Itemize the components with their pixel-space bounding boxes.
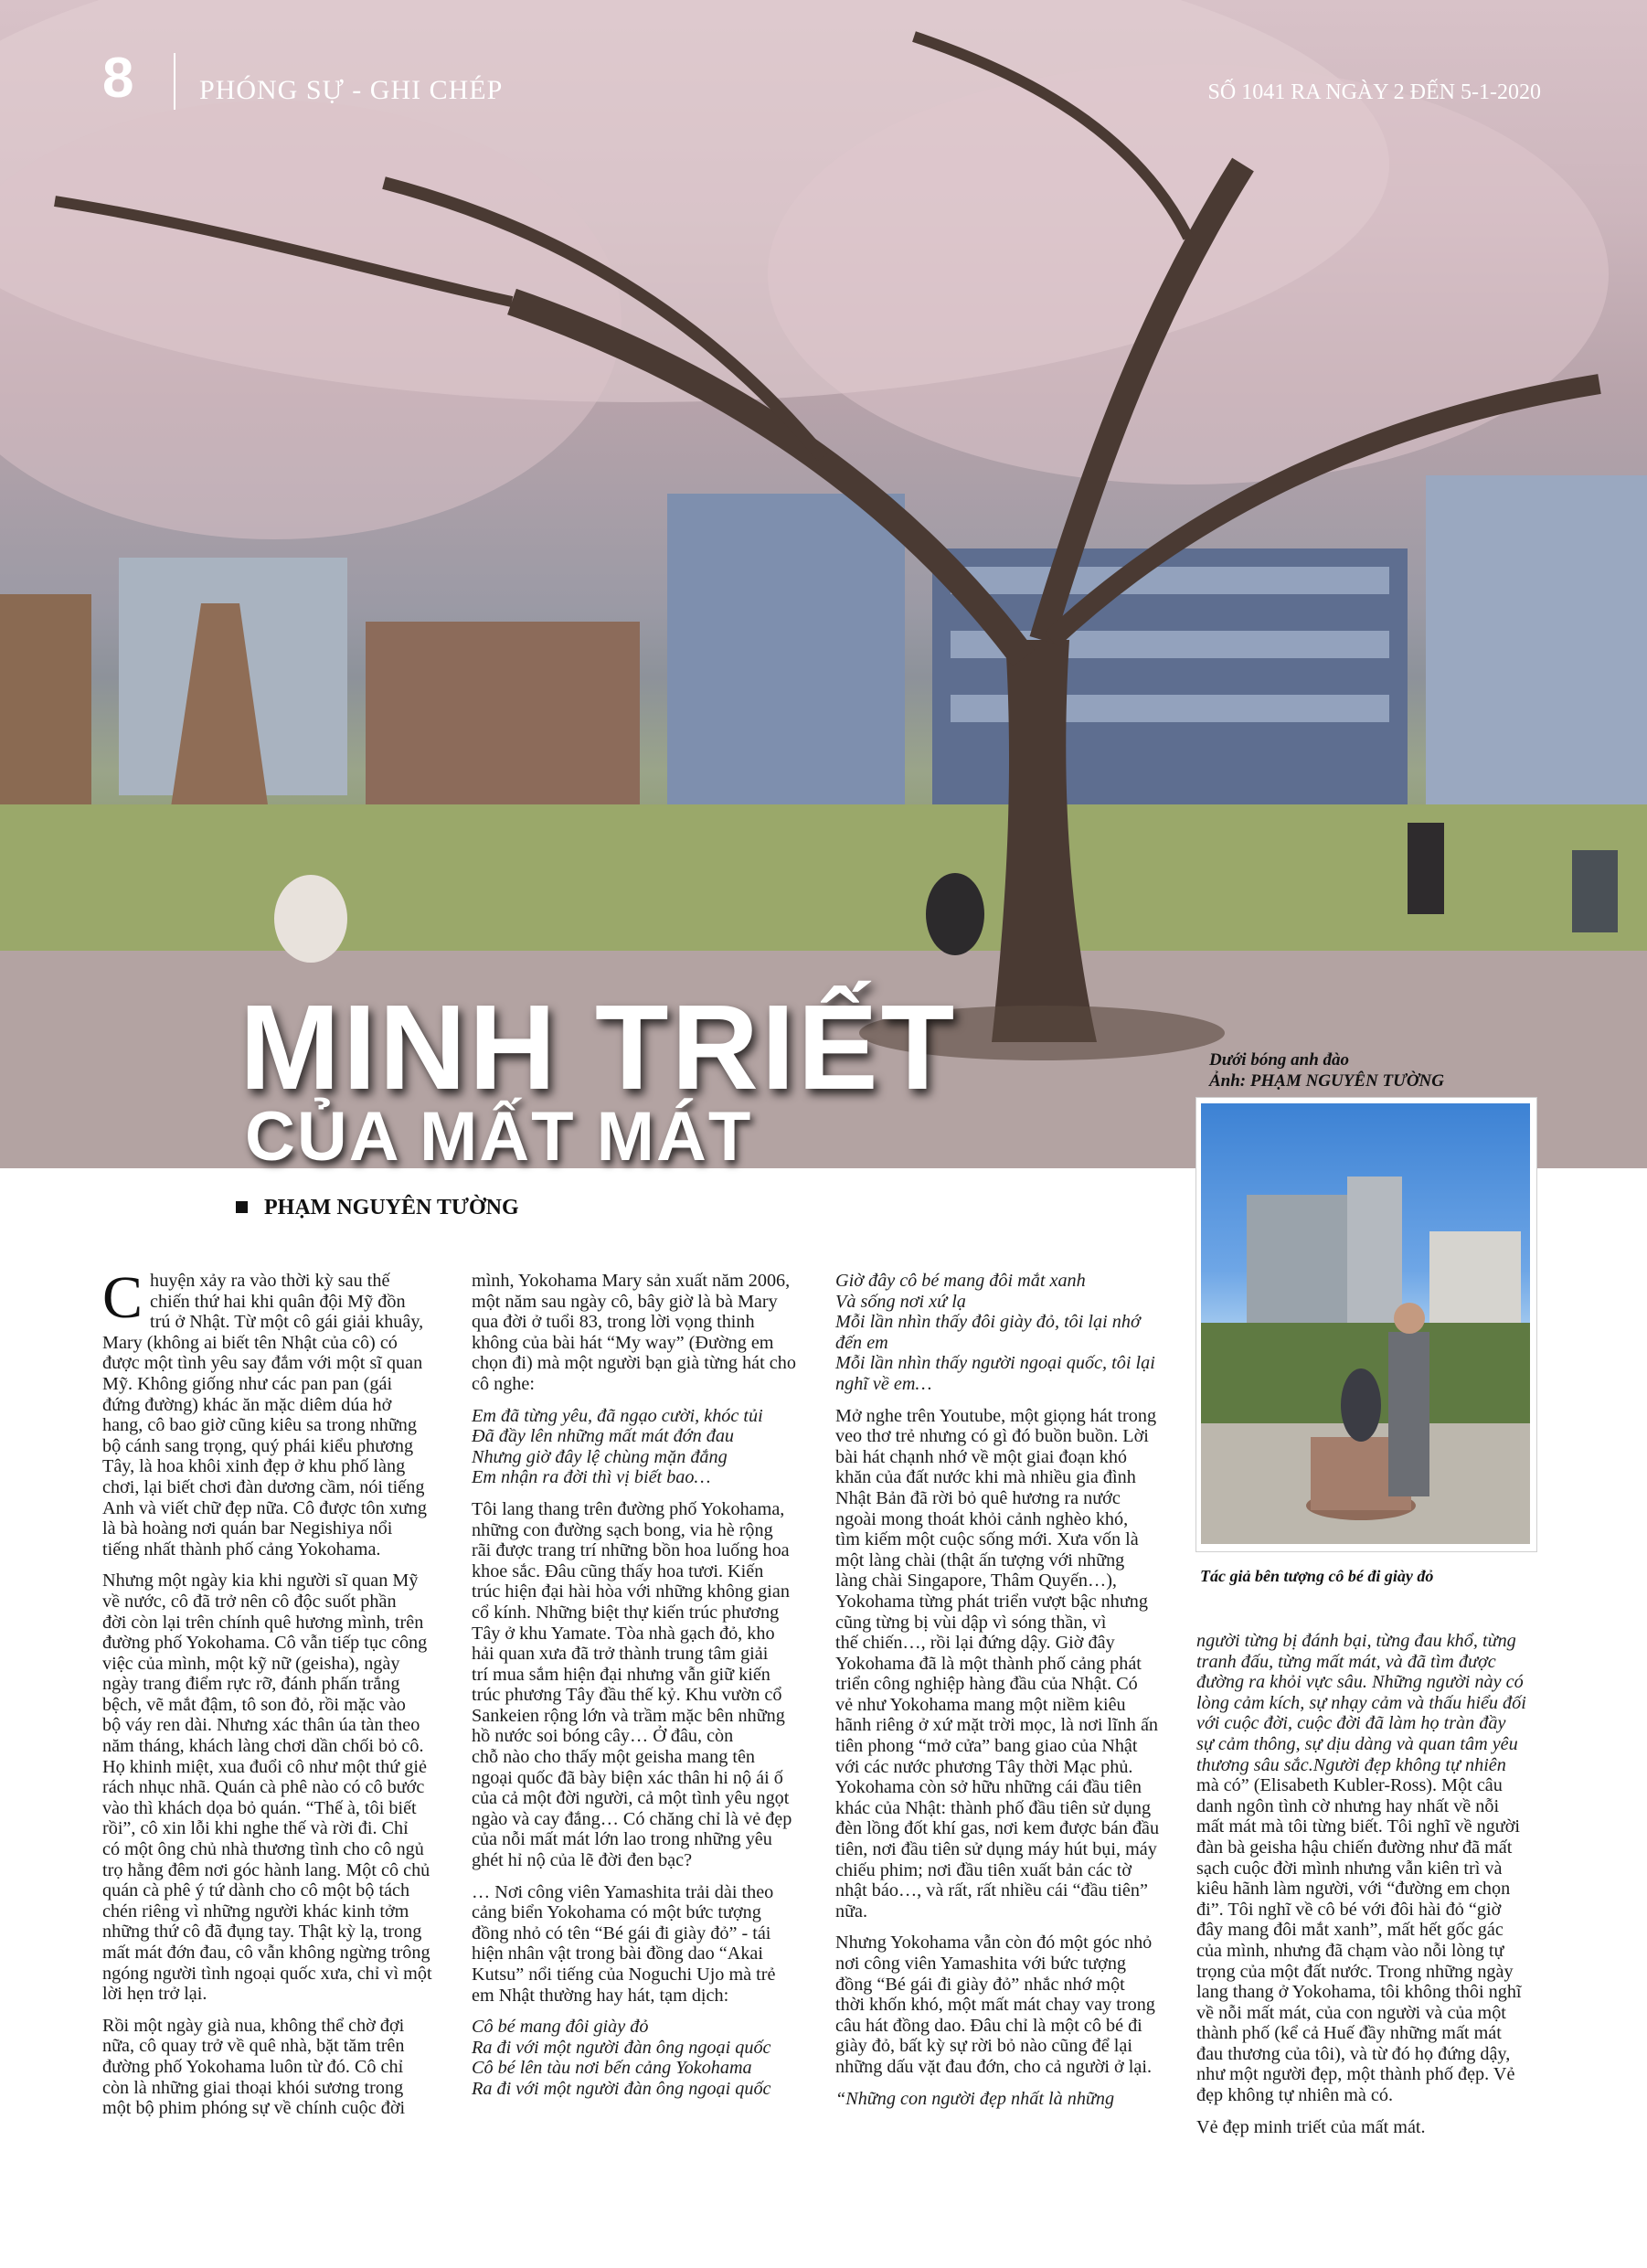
text-line: của cả một đời người, cả một tình yêu ngọt bbox=[472, 1788, 790, 1809]
text-line: vào thì khách dọa bỏ quán. “Thế à, tôi biết bbox=[102, 1797, 417, 1818]
text-line: tiên, nơi đầu tiên sử dụng máy hút bụi, máy bbox=[835, 1839, 1157, 1860]
poem-line: đến em bbox=[835, 1332, 888, 1353]
text-line: chiếu phim; nơi đầu tiên xuất bản các tờ bbox=[835, 1859, 1132, 1880]
text-line: đi”. Tôi nghĩ về cô bé với đôi hài đỏ “giờ bbox=[1196, 1899, 1502, 1920]
text-line: câu hát đồng dao. Đâu chỉ là một cô bé đi bbox=[835, 2015, 1142, 2036]
text-line: mất mát đớn đau, cô vẫn không ngừng trông bbox=[102, 1943, 430, 1963]
text-line: những con đường sạch bong, via hè rộng bbox=[472, 1519, 773, 1540]
text-line: thế chiến…, rồi lại đứng dậy. Giờ đây bbox=[835, 1633, 1115, 1654]
text-line: tiếng nhất thành phố cảng Yokohama. bbox=[102, 1539, 381, 1560]
text-line: thành phố (kể cả Huế đầy những mất mát bbox=[1196, 2023, 1502, 2044]
text-line: ngóng người tình ngoại quốc xưa, chỉ vì một bbox=[102, 1963, 432, 1984]
poem-line: Cô bé mang đôi giày đỏ bbox=[472, 2017, 649, 2038]
text-line: Tôi lang thang trên đường phố Yokohama, bbox=[472, 1498, 785, 1519]
text-line: rồi”, cô xin lỗi khi nghe thế và rời đi. Chỉ bbox=[102, 1818, 409, 1839]
text-line: tìm kiếm một cuộc sống mới. Xưa vốn là bbox=[835, 1529, 1139, 1550]
text-line: đèn lồng đốt khí gas, nơi kem được bán đầu bbox=[835, 1818, 1160, 1839]
text-line: khăn của đất nước khi mà nhiều gia đình bbox=[835, 1467, 1136, 1488]
text-line: Tây, là hoa khôi xinh đẹp ở khu phố làng bbox=[102, 1456, 406, 1477]
text-line: lang thang ở Yokohama, tôi không thôi nghĩ bbox=[1196, 1982, 1522, 2003]
text-line: chén riêng vì những người khác kinh tởm bbox=[102, 1901, 409, 1922]
text-line: trọng của một đất nước. Trong những ngày bbox=[1196, 1961, 1514, 1982]
text-line: khác của Nhật: thành phố đầu tiên sử dụng bbox=[835, 1797, 1152, 1818]
poem-line: Giờ đây cô bé mang đôi mắt xanh bbox=[835, 1271, 1086, 1291]
text-line: cũng từng bị vùi dập vì sóng thần, vì bbox=[835, 1612, 1107, 1633]
header-divider bbox=[174, 53, 175, 110]
poem-line: nghĩ về em… bbox=[835, 1373, 932, 1394]
text-line: năm tháng, khách làng chơi dần chối bỏ cô. bbox=[102, 1736, 424, 1757]
text-line: làng chài Singapore, Thâm Quyến…), bbox=[835, 1571, 1117, 1592]
paragraph bbox=[472, 1882, 804, 2007]
text-line: đồng “Bé gái đi giày đỏ” nhắc nhớ một bbox=[835, 1974, 1125, 1995]
text-line: đau thương của tôi), và từ đó họ đứng dậy, bbox=[1196, 2043, 1511, 2064]
text-line: lời hẹn trở lại. bbox=[102, 1984, 207, 2005]
text-line: qua đời ở tuổi 83, trong lời vọng thinh bbox=[472, 1312, 755, 1333]
text-line: triển công nghiệp hàng đầu của Nhật. Có bbox=[835, 1674, 1138, 1695]
poem-verse bbox=[835, 1271, 1174, 1395]
text-line: bệch, vẽ mắt đậm, tô son đỏ, rồi mặc vào bbox=[102, 1694, 406, 1715]
text-line: mà có” (Elisabeth Kubler-Ross). Một câu bbox=[1196, 1775, 1503, 1796]
paragraph bbox=[102, 2016, 444, 2119]
column-3 bbox=[835, 1271, 1174, 2120]
text-line: đây mang đôi mắt xanh”, mất hết gốc gác bbox=[1196, 1920, 1504, 1941]
text-line: hiện nhân vật trong bài đồng dao “Akai bbox=[472, 1943, 763, 1965]
text-line: Kutsu” nổi tiếng của Noguchi Ujo mà trẻ bbox=[472, 1965, 776, 1985]
text-line: em Nhật thường hay hát, tạm dịch: bbox=[472, 1985, 729, 2006]
issue-info: SỐ 1041 RA NGÀY 2 ĐẾN 5-1-2020 bbox=[1207, 80, 1541, 104]
text-line: với cuộc đời, cuộc đời đã làm họ tràn đầy bbox=[1196, 1713, 1506, 1734]
text-line: thương sâu sắc.Người đẹp không tự nhiên bbox=[1196, 1754, 1506, 1775]
poem-verse bbox=[472, 2017, 804, 2099]
text-line: ngoại quốc đã bày biện xác thân hi nộ ái ố bbox=[472, 1767, 783, 1788]
text-line: Yokohama đã là một thành phố cảng phát bbox=[835, 1653, 1142, 1674]
text-line: bộ váy ren dài. Nhưng xác thân úa tàn theo bbox=[102, 1715, 420, 1736]
text-line: Rồi một ngày già nua, không thể chờ đợi bbox=[102, 2015, 405, 2036]
text-line: thời khốn khó, một mất mát chay vay trong bbox=[835, 1995, 1155, 2016]
text-line: lòng cảm kích, sự nhạy cảm và thấu hiểu đối bbox=[1196, 1692, 1526, 1713]
text-line: Tây ở khu Yamate. Tòa nhà gạch đỏ, kho bbox=[472, 1623, 775, 1644]
text-line: đường ra khỏi vực sâu. Những người này có bbox=[1196, 1672, 1524, 1693]
paragraph bbox=[835, 1933, 1174, 2077]
text-line: bài hát chạnh nhớ về một giai đoạn khó bbox=[835, 1446, 1128, 1467]
text-line: chỗ nào cho thấy một geisha mang tên bbox=[472, 1747, 756, 1768]
text-line: về nỗi mất mát, của con người và của một bbox=[1196, 2002, 1506, 2023]
text-line: không của bài hát “My way” (Đường em bbox=[472, 1332, 774, 1353]
text-line: cổ kính. Những biệt thự kiến trúc phương bbox=[472, 1602, 780, 1623]
text-line: … Nơi công viên Yamashita trải dài theo bbox=[472, 1881, 774, 1902]
text-line: Yokohama từng phát triển vượt bậc nhưng bbox=[835, 1591, 1148, 1612]
poem-line: Em nhận ra đời thì vị biết bao… bbox=[472, 1467, 711, 1488]
text-line: sạch cuộc đời mình nhưng vẫn kiên trì và bbox=[1196, 1858, 1503, 1879]
text-line: nơi công viên Yamashita với bức tượng bbox=[835, 1954, 1127, 1974]
text-line: Mỹ. Không giống như các pan pan (gái bbox=[102, 1373, 393, 1394]
text-line: đàn bà geisha hậu chiến đường như đã mất bbox=[1196, 1837, 1513, 1858]
poem-line: Mỗi lần nhìn thấy đôi giày đỏ, tôi lại nhớ bbox=[835, 1312, 1141, 1333]
poem-line: Và sống nơi xứ lạ bbox=[835, 1291, 966, 1312]
text-line: còn là những giai thoại khói sương trong bbox=[102, 2077, 404, 2098]
text-line: hãnh riêng ở xứ mặt trời mọc, là nơi lĩnh ấn bbox=[835, 1715, 1158, 1736]
text-line: một làng chài (thật ấn tượng với những bbox=[835, 1549, 1125, 1571]
paragraph bbox=[1196, 2117, 1538, 2138]
paragraph bbox=[835, 1406, 1174, 1922]
text-line: hải quan xưa đã trở thành trung tâm giải bbox=[472, 1644, 769, 1665]
text-line: trú ở Nhật. Từ một cô gái giải khuây, bbox=[150, 1312, 424, 1333]
paragraph bbox=[102, 1571, 444, 2004]
text-line: Nhật Bản đã rời bỏ quê hương ra nước bbox=[835, 1487, 1121, 1508]
text-line: một năm sau ngày cô, bây giờ là bà Mary bbox=[472, 1291, 778, 1312]
text-line: người từng bị đánh bại, từng đau khổ, từng bbox=[1196, 1631, 1516, 1651]
inset-photo-illustration bbox=[1201, 1103, 1530, 1544]
text-line: về nước, cô đã trở nên cô độc suốt phần bbox=[102, 1591, 397, 1612]
text-line: trúc phương Tây đầu thế kỷ. Khu vườn cổ bbox=[472, 1685, 782, 1706]
text-line: nữa. bbox=[835, 1901, 868, 1922]
text-line: với các nước phương Tây thời Mạc phủ. bbox=[835, 1756, 1133, 1777]
text-line: Nhưng Yokohama vẫn còn đó một góc nhỏ bbox=[835, 1933, 1153, 1954]
text-line: đời còn lại trên chính quê hương mình, trên bbox=[102, 1612, 424, 1633]
poem-line: Mỗi lần nhìn thấy người ngoại quốc, tôi lại bbox=[835, 1353, 1155, 1374]
drop-cap: C bbox=[102, 1264, 143, 1331]
photo-caption-line1: Dưới bóng anh đào bbox=[1209, 1050, 1350, 1070]
poem-verse bbox=[472, 1406, 804, 1488]
text-line: rách nhục nhã. Quán cà phê nào có cô bước bbox=[102, 1777, 425, 1798]
poem-line: Ra đi với một người đàn ông ngoại quốc bbox=[472, 2078, 771, 2099]
text-line: được một tình yêu say đắm với một sĩ quan bbox=[102, 1353, 423, 1374]
closing-line: Vẻ đẹp minh triết của mất mát. bbox=[1196, 2116, 1426, 2137]
text-line: trúc hiện đại hài hòa với những không gian bbox=[472, 1581, 790, 1603]
text-line: nữa, cô quay trở về quê nhà, bặt tăm trên bbox=[102, 2036, 405, 2057]
text-line: việc của mình, một kỹ nữ (geisha), ngày bbox=[102, 1653, 400, 1674]
column-1 bbox=[102, 1264, 444, 2130]
text-line: nhật báo…, và rất, rất nhiều cái “đầu tiên” bbox=[835, 1880, 1148, 1901]
text-line: ghét hỉ nộ của lẽ đời đen bạc? bbox=[472, 1850, 693, 1871]
text-line: sự cảm thông, sự dịu dàng và quan tâm yêu bbox=[1196, 1733, 1518, 1754]
text-line: ngào và cay đắng… Có chăng chỉ là vẻ đẹp bbox=[472, 1808, 792, 1829]
inset-photo-author-statue bbox=[1201, 1103, 1530, 1544]
article-title-line1: MINH TRIẾT bbox=[239, 980, 958, 1114]
text-line: tiên phong “mở cửa” bang giao của Nhật bbox=[835, 1736, 1138, 1757]
quote-start bbox=[835, 2089, 1174, 2110]
text-line: trí mua sắm hiện đại nhưng vẫn giữ kiến bbox=[472, 1664, 770, 1685]
text-line: những thứ cô đã đụng tay. Thật kỳ lạ, trong bbox=[102, 1922, 422, 1943]
text-line: đứng đường) khác ăn mặc diêm dúa hở bbox=[102, 1394, 392, 1415]
text-line: rãi được trang trí những bồn hoa luống hoa bbox=[472, 1540, 790, 1561]
text-line: cảng biển Yokohama có một bức tượng bbox=[472, 1902, 761, 1923]
text-line: Mở nghe trên Youtube, một giọng hát trong bbox=[835, 1405, 1157, 1426]
text-line: là bà hoàng nơi quán bar Negishiya nổi bbox=[102, 1518, 393, 1539]
text-line: “Những con người đẹp nhất là những bbox=[835, 2088, 1115, 2109]
text-line: quán cà phê ý tứ dành cho cô một bộ tách bbox=[102, 1880, 410, 1901]
text-line: mất mát mà tôi từng biết. Tôi nghĩ về người bbox=[1196, 1816, 1521, 1837]
page-number: 8 bbox=[102, 47, 134, 110]
text-line: của nỗi mất mát lớn lao trong những yêu bbox=[472, 1829, 772, 1850]
text-line: như một người đẹp, một thành phố đẹp. Vẻ bbox=[1196, 2064, 1515, 2085]
text-line: danh ngôn tình cờ nhưng hay nhất về nỗi bbox=[1196, 1795, 1500, 1816]
section-title: PHÓNG SỰ - GHI CHÉP bbox=[199, 75, 504, 105]
text-line: một bộ phim phóng sự về chính cuộc đời bbox=[102, 2098, 406, 2119]
text-line: kiêu hãnh làm người, với “đường em chọn bbox=[1196, 1879, 1511, 1900]
text-line: Sankeien rộng lớn và trầm mặc bên những bbox=[472, 1705, 785, 1726]
paragraph bbox=[102, 1264, 444, 1560]
text-line: bộ cánh sang trọng, quý phái kiểu phương bbox=[102, 1435, 414, 1456]
text-line: chiến thứ hai khi quân đội Mỹ đồn bbox=[150, 1291, 406, 1312]
text-line: hang, cô bao giờ cũng kiêu sa trong những bbox=[102, 1415, 417, 1436]
text-line: Mary (không ai biết tên Nhật của cô) có bbox=[102, 1332, 398, 1353]
text-line: tranh đấu, từng mất mát, và đã tìm được bbox=[1196, 1651, 1496, 1672]
text-line: Nhưng một ngày kia khi người sĩ quan Mỹ bbox=[102, 1571, 419, 1592]
text-line: vẻ như Yokohama mang một niềm kiêu bbox=[835, 1694, 1126, 1715]
text-line: cô nghe: bbox=[472, 1373, 535, 1394]
text-line: mình, Yokohama Mary sản xuất năm 2006, bbox=[472, 1271, 791, 1291]
byline bbox=[236, 1196, 519, 1220]
text-line: chơi, lại biết chơi đàn dương cầm, nói tiếng bbox=[102, 1476, 425, 1497]
inset-caption: Tác giả bên tượng cô bé đi giày đỏ bbox=[1200, 1567, 1434, 1585]
text-line: giày đỏ, bất kỳ sự rời bỏ nào cũng để lại bbox=[835, 2036, 1132, 2057]
text-line: hồ nước soi bóng cây… Ở đâu, còn bbox=[472, 1726, 734, 1747]
poem-line: Nhưng giờ đây lệ chùng mặn đắng bbox=[472, 1446, 728, 1467]
paragraph bbox=[472, 1499, 804, 1871]
text-line: veo thơ trẻ nhưng có gì đó buồn buồn. Lời bbox=[835, 1426, 1149, 1447]
text-line: ngày trang điểm rực rỡ, đánh phấn trắng bbox=[102, 1674, 400, 1695]
text-line: đường phố Yokohama. Cô vẫn tiếp tục công bbox=[102, 1633, 428, 1654]
article-title-line2: CỦA MẤT MÁT bbox=[245, 1098, 753, 1176]
text-line: Anh và viết chữ đẹp nữa. Cô được tôn xưng bbox=[102, 1497, 427, 1518]
photo-caption-line2: Ảnh: PHẠM NGUYÊN TƯỜNG bbox=[1209, 1071, 1444, 1091]
text-line: khoe sắc. Đâu cũng thấy hoa tươi. Kiến bbox=[472, 1560, 764, 1581]
text-line: chọn đi) mà một người bạn già từng hát cho bbox=[472, 1353, 796, 1374]
poem-line: Ra đi với một người đàn ông ngoại quốc bbox=[472, 2037, 771, 2058]
poem-line: Em đã từng yêu, đã ngạo cười, khóc tủi bbox=[472, 1405, 763, 1426]
column-4 bbox=[1196, 1631, 1538, 2148]
text-line: có một ông chủ nhà thương tình cho cô ngủ bbox=[102, 1839, 424, 1860]
text-line: của mình, nhưng đã chạm vào nỗi lòng tự bbox=[1196, 1940, 1504, 1961]
poem-line: Cô bé lên tàu nơi bến cảng Yokohama bbox=[472, 2058, 752, 2079]
text-line: ngoài mong thoát khỏi cảnh nghèo khó, bbox=[835, 1508, 1129, 1529]
column-2 bbox=[472, 1271, 804, 2111]
paragraph bbox=[1196, 1631, 1538, 2106]
text-line: những dấu vặt đau đớn, cho cả người ở lại. bbox=[835, 2056, 1152, 2077]
photo-caption bbox=[1209, 1049, 1444, 1091]
text-line: huyện xảy ra vào thời kỳ sau thế bbox=[150, 1271, 390, 1291]
paragraph bbox=[472, 1271, 804, 1395]
author-name: PHẠM NGUYÊN TƯỜNG bbox=[264, 1196, 519, 1219]
text-line: trọ hằng đêm nơi góc hành lang. Một cô chủ bbox=[102, 1859, 430, 1880]
byline-bullet bbox=[236, 1201, 248, 1213]
text-line: Họ khinh miệt, xua đuổi cô như một thứ giẻ bbox=[102, 1756, 427, 1777]
text-line: Yokohama còn sở hữu những cái đầu tiên bbox=[835, 1777, 1142, 1798]
text-line: đẹp không tự nhiên mà có. bbox=[1196, 2085, 1394, 2106]
text-line: đồng nhỏ có tên “Bé gái đi giày đỏ” - tái bbox=[472, 1922, 771, 1943]
text-line: đường phố Yokohama luôn từ đó. Cô chỉ bbox=[102, 2056, 404, 2077]
poem-line: Đã đầy lên những mất mát đớn đau bbox=[472, 1426, 735, 1447]
